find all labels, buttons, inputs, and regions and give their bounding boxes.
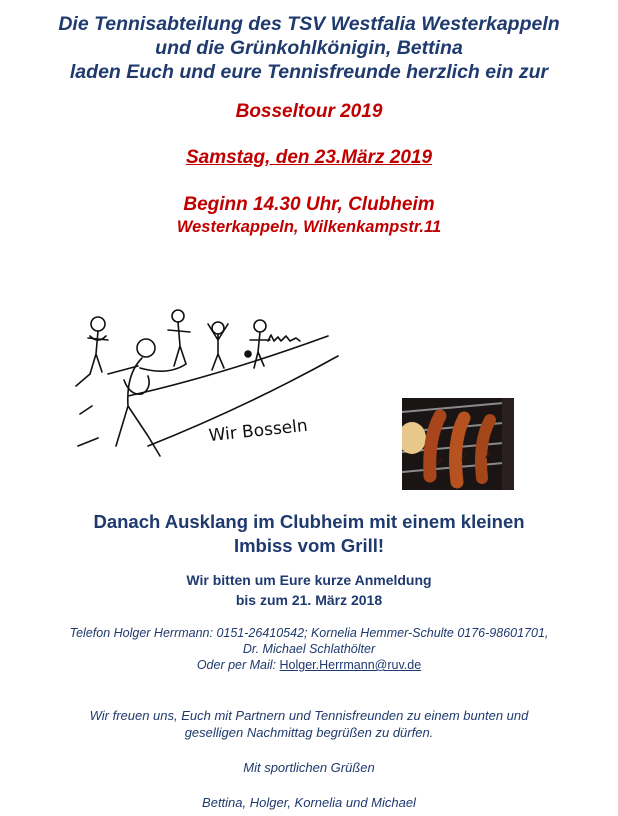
email-link[interactable]: Holger.Herrmann@ruv.de (279, 658, 422, 672)
event-date: Samstag, den 23.März 2019 (185, 147, 433, 168)
closing-text (0, 707, 618, 741)
event-begin: Beginn 14.30 Uhr, Clubheim (183, 194, 435, 215)
intro-line: laden Euch und eure Tennisfreunde herzlich ein zur (69, 61, 549, 83)
anmeldung-line: Wir bitten um Eure kurze Anmeldung (186, 572, 432, 588)
contact-info (0, 625, 618, 673)
contact-line: Dr. Michael Schlathölter (242, 642, 376, 656)
contact-line: Telefon Holger Herrmann: 0151-26410542; Kornelia Hemmer-Schulte 0176-98601701, (69, 626, 549, 640)
closing-line: Wir freuen uns, Euch mit Partnern und Tennisfreunden zu einem bunten und (89, 708, 529, 723)
mail-prefix: Oder per Mail: (196, 658, 280, 672)
ausklang-text (0, 510, 618, 558)
anmeldung-line: bis zum 21. März 2018 (235, 592, 383, 608)
ausklang-line: Danach Ausklang im Clubheim mit einem kleinen (93, 511, 525, 532)
event-title: Bosseltour 2019 (235, 101, 383, 122)
anmeldung-text (0, 570, 618, 610)
greeting: Mit sportlichen Grüßen (243, 760, 375, 775)
intro-line: Die Tennisabteilung des TSV Westfalia Westerkappeln (58, 13, 560, 35)
intro-text (0, 12, 618, 84)
signature: Bettina, Holger, Kornelia und Michael (202, 795, 416, 810)
contact-mail-line (0, 657, 618, 673)
intro-line: und die Grünkohlkönigin, Bettina (155, 37, 463, 59)
bosseln-sketch-image (68, 296, 348, 466)
ausklang-line: Imbiss vom Grill! (233, 535, 385, 556)
closing-line: geselligen Nachmittag begrüßen zu dürfen. (184, 725, 434, 740)
event-address: Westerkappeln, Wilkenkampstr.11 (176, 218, 442, 236)
grill-sausages-image (402, 398, 514, 490)
sketch-caption: Wir Bosseln (207, 415, 309, 447)
